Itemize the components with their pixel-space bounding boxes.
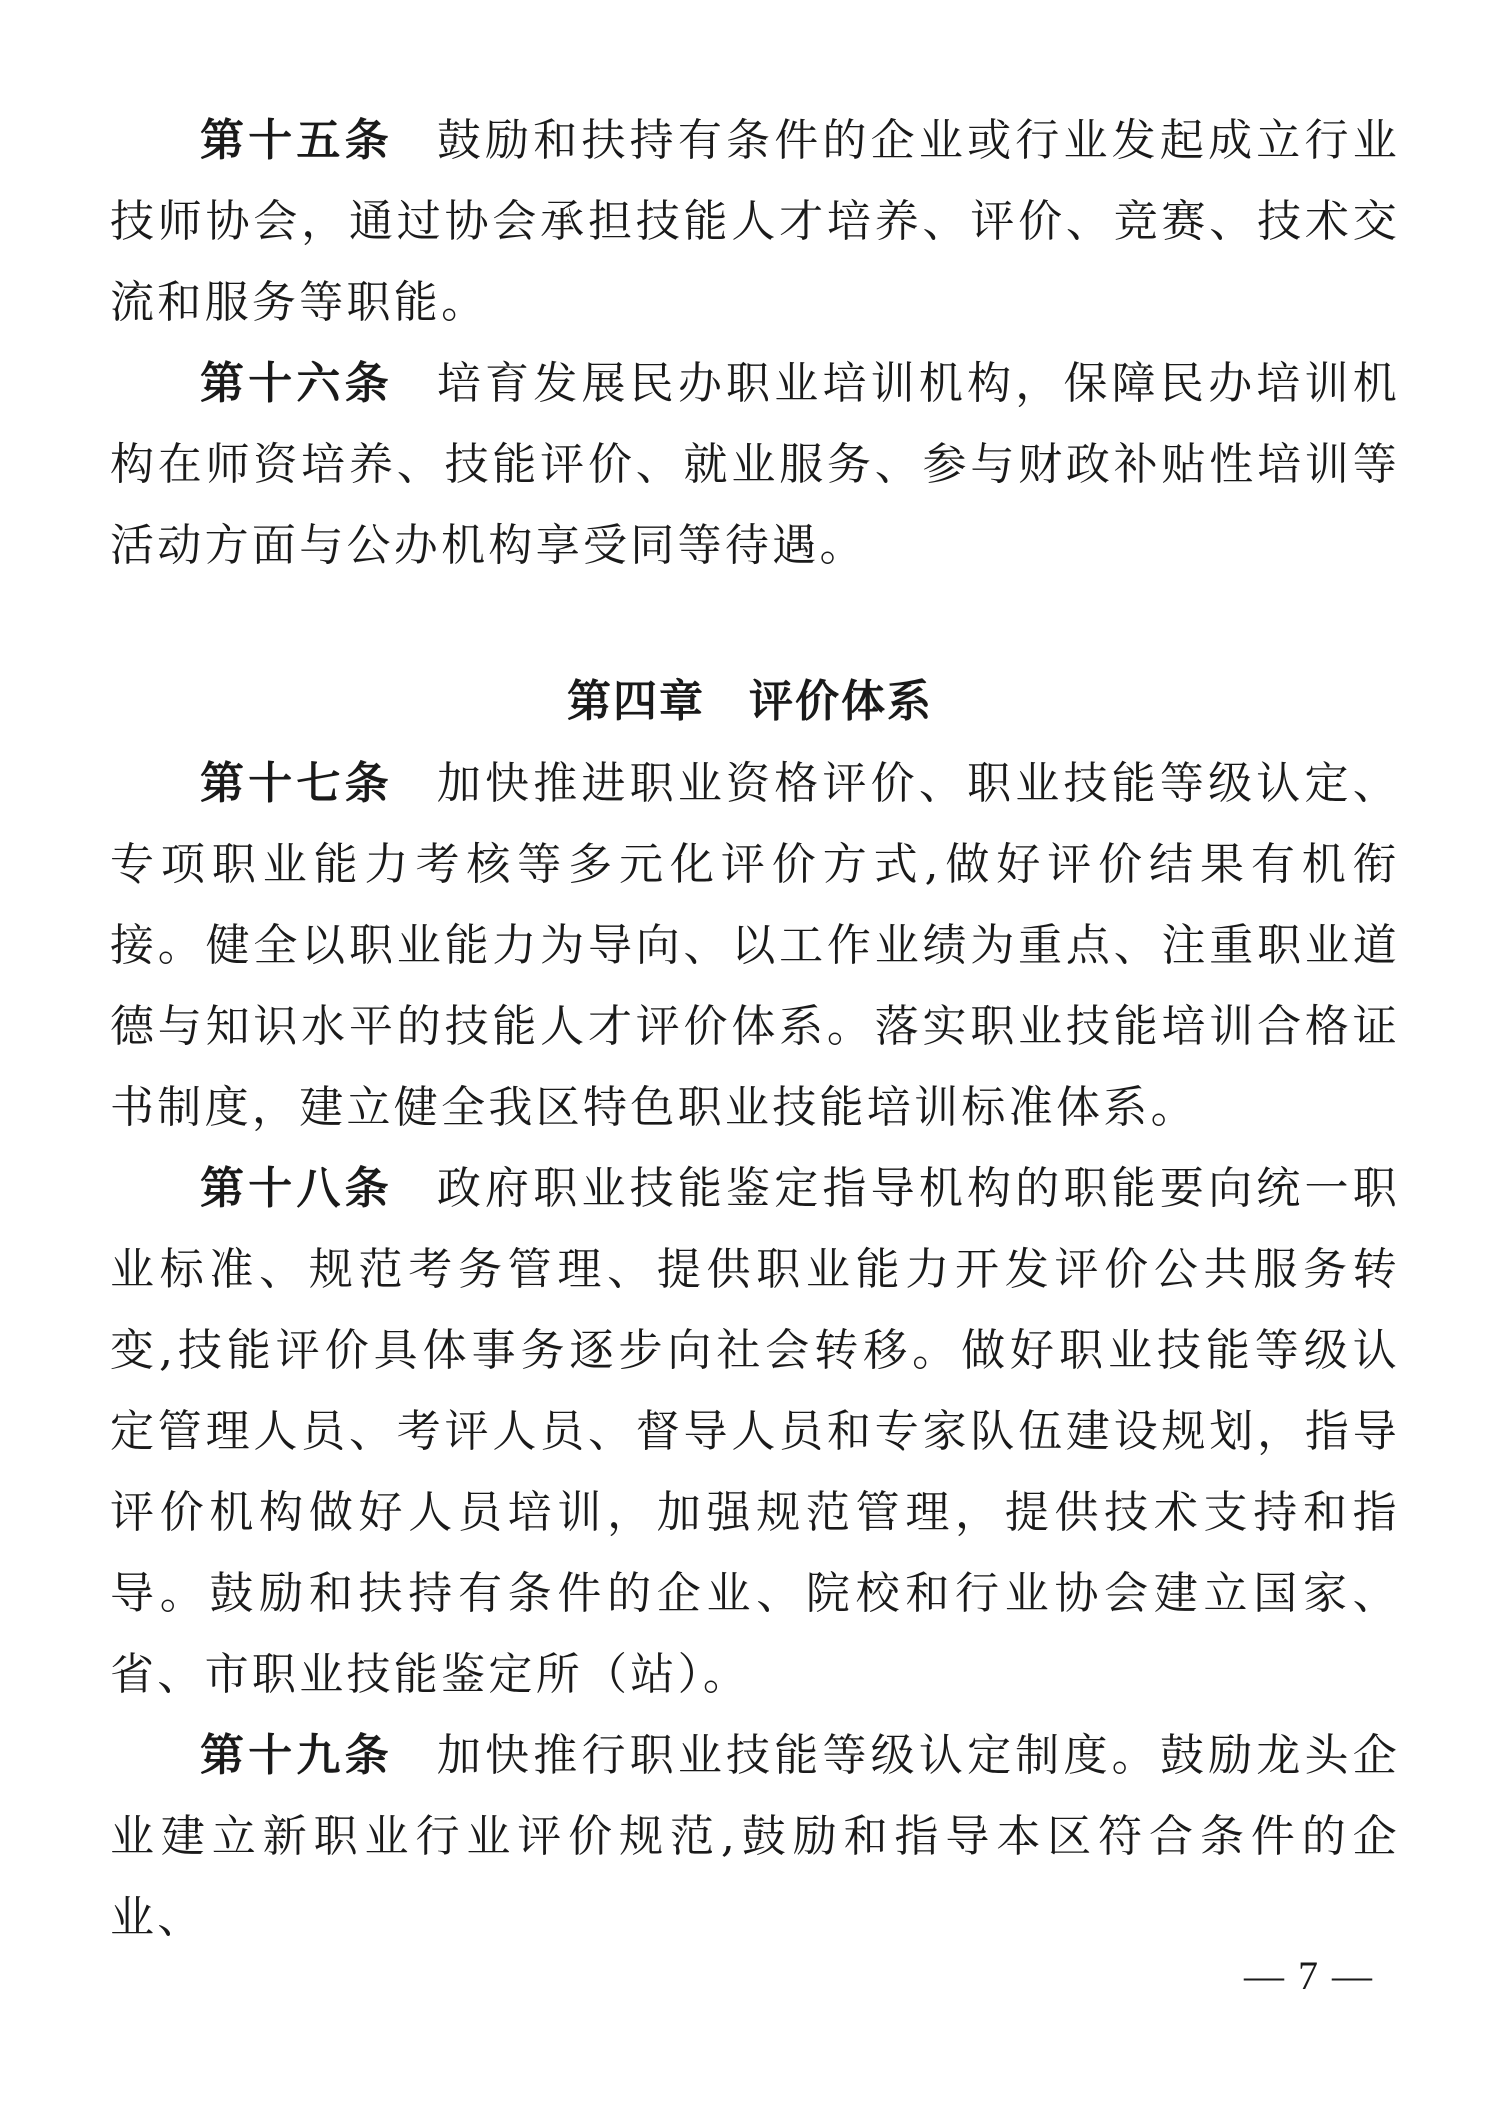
article-label: 第十五条 — [200, 115, 393, 166]
article-label: 第十九条 — [200, 1730, 393, 1781]
article-text: 鼓励和扶持有条件的企业或行业发起成立行业技师协会，通过协会承担技能人才培养、评价、竞赛、技术交流和服务等职能。 — [110, 115, 1401, 328]
article-18 — [110, 1148, 1400, 1715]
article-label: 第十七条 — [200, 758, 393, 809]
page-number: — 7 — — [1244, 1953, 1374, 1998]
article-15 — [110, 100, 1400, 343]
article-text: 加快推行职业技能等级认定制度。鼓励龙头企业建立新职业行业评价规范,鼓励和指导本区符合条件的企业、 — [110, 1730, 1401, 1943]
article-text: 加快推进职业资格评价、职业技能等级认定、专项职业能力考核等多元化评价方式,做好评价结果有机衔接。健全以职业能力为导向、以工作业绩为重点、注重职业道德与知识水平的技能人才评价体系。落实职业技能培训合格证书制度，建立健全我区特色职业技能培训标准体系。 — [110, 758, 1401, 1133]
article-label: 第十六条 — [200, 358, 393, 409]
article-text: 培育发展民办职业培训机构，保障民办培训机构在师资培养、技能评价、就业服务、参与财政补贴性培训等活动方面与公办机构享受同等待遇。 — [110, 358, 1401, 571]
chapter-title: 评价体系 — [749, 676, 933, 727]
article-label: 第十八条 — [200, 1163, 393, 1214]
article-19 — [110, 1715, 1400, 1958]
chapter-number: 第四章 — [567, 676, 705, 727]
article-text: 政府职业技能鉴定指导机构的职能要向统一职业标准、规范考务管理、提供职业能力开发评价公共服务转变,技能评价具体事务逐步向社会转移。做好职业技能等级认定管理人员、考评人员、督导人员和专家队伍建设规划，指导评价机构做好人员培训，加强规范管理，提供技术支持和指导。鼓励和扶持有条件的企业、院校和行业协会建立国家、省、市职业技能鉴定所（站）。 — [110, 1163, 1401, 1700]
article-16 — [110, 343, 1400, 586]
chapter-heading — [0, 662, 1500, 742]
article-17 — [110, 743, 1400, 1148]
